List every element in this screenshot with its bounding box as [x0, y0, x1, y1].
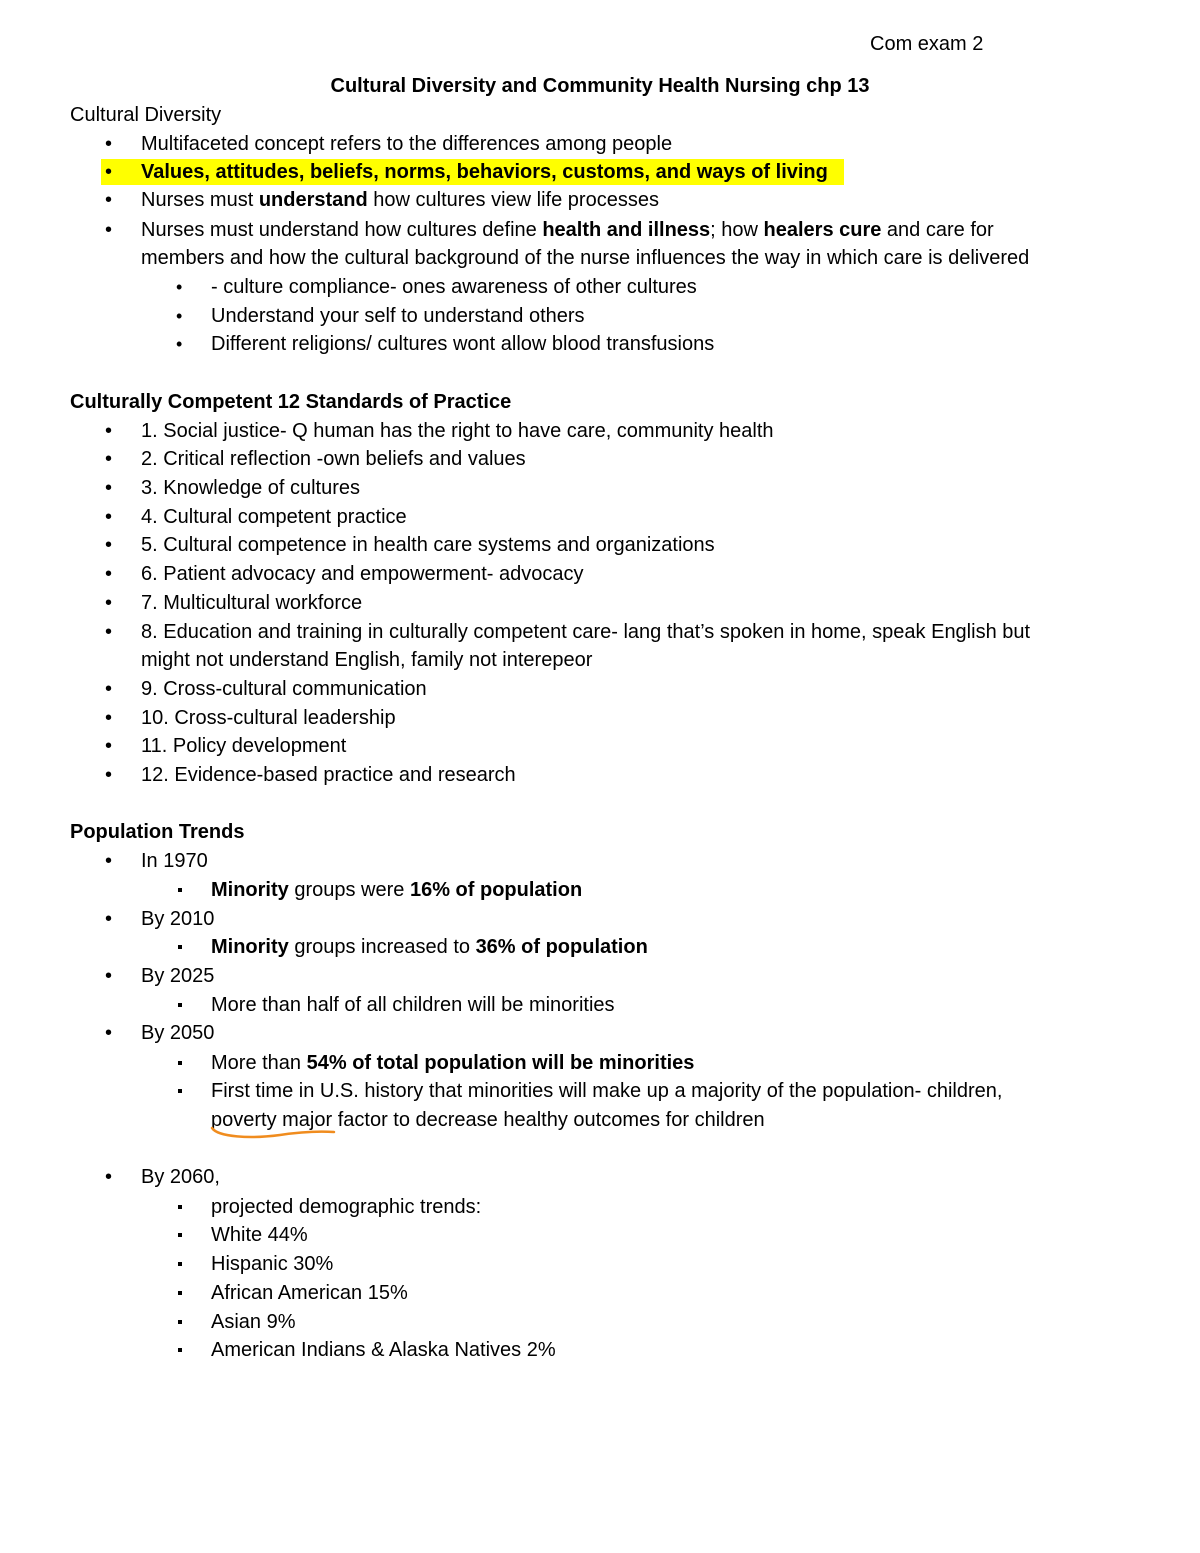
bullet: •	[105, 678, 113, 700]
section-heading-standards: Culturally Competent 12 Standards of Practice	[70, 391, 512, 413]
list-item: 2. Critical reflection -own beliefs and values	[141, 448, 526, 470]
square-bullet	[178, 1262, 182, 1266]
square-bullet	[178, 888, 182, 892]
bullet: •	[105, 448, 113, 470]
bullet: •	[105, 534, 113, 556]
bullet: •	[105, 161, 113, 183]
list-item: Nurses must understand how cultures view life processes	[141, 189, 659, 211]
list-item: 7. Multicultural workforce	[141, 592, 363, 614]
list-item: By 2010	[141, 908, 215, 930]
square-bullet	[178, 1348, 182, 1352]
sub-list-item: More than half of all children will be minorities	[211, 994, 615, 1016]
bullet: •	[105, 621, 113, 643]
sub-list-item-continuation: poverty major factor to decrease healthy outcomes for children	[211, 1109, 765, 1131]
list-item: Multifaceted concept refers to the differences among people	[141, 133, 673, 155]
sub-list-item: American Indians & Alaska Natives 2%	[211, 1339, 556, 1361]
square-bullet	[178, 1320, 182, 1324]
bullet: •	[105, 764, 113, 786]
sub-list-item: Minority groups were 16% of population	[211, 879, 583, 901]
list-item: 5. Cultural competence in health care systems and organizations	[141, 534, 715, 556]
sub-list-item: projected demographic trends:	[211, 1196, 482, 1218]
bullet: •	[105, 592, 113, 614]
bullet: •	[105, 420, 113, 442]
list-item: By 2025	[141, 965, 215, 987]
list-item: 9. Cross-cultural communication	[141, 678, 427, 700]
sub-list-item: African American 15%	[211, 1282, 408, 1304]
bullet: •	[105, 1022, 113, 1044]
square-bullet	[178, 945, 182, 949]
square-bullet	[178, 1061, 182, 1065]
section-heading-cultural-diversity: Cultural Diversity	[70, 104, 222, 126]
bullet: •	[105, 908, 113, 930]
list-item: 8. Education and training in culturally competent care- lang that’s spoken in home, speak English but	[141, 621, 1031, 643]
sub-list-item: Minority groups increased to 36% of population	[211, 936, 648, 958]
sub-list-item: Understand your self to understand others	[211, 305, 585, 327]
list-item: 4. Cultural competent practice	[141, 506, 407, 528]
list-item: 3. Knowledge of cultures	[141, 477, 361, 499]
bullet: •	[105, 477, 113, 499]
square-bullet	[178, 1233, 182, 1237]
sub-list-item: Different religions/ cultures wont allow blood transfusions	[211, 333, 715, 355]
bullet: •	[105, 965, 113, 987]
list-item-highlighted: Values, attitudes, beliefs, norms, behaviors, customs, and ways of living	[141, 161, 828, 183]
list-item: 12. Evidence-based practice and research	[141, 764, 516, 786]
sub-list-item: First time in U.S. history that minorities will make up a majority of the population- children,	[211, 1080, 1003, 1102]
list-item-continuation: members and how the cultural background of the nurse influences the way in which care is delivered	[141, 247, 1030, 269]
square-bullet	[178, 1291, 182, 1295]
square-bullet	[178, 1089, 182, 1093]
list-item: Nurses must understand how cultures define health and illness; how healers cure and care for	[141, 219, 994, 241]
bullet: •	[105, 735, 113, 757]
square-bullet	[178, 1003, 182, 1007]
square-bullet	[178, 1205, 182, 1209]
section-heading-population: Population Trends	[70, 821, 245, 843]
list-item: 10. Cross-cultural leadership	[141, 707, 396, 729]
sub-list-item: White 44%	[211, 1224, 308, 1246]
bullet: •	[105, 707, 113, 729]
sub-list-item: Hispanic 30%	[211, 1253, 334, 1275]
list-item: 11. Policy development	[141, 735, 347, 757]
bullet: •	[105, 850, 113, 872]
list-item: In 1970	[141, 850, 208, 872]
handwritten-underline-mark	[210, 1125, 340, 1141]
bullet: •	[105, 1166, 113, 1188]
page-title: Cultural Diversity and Community Health Nursing chp 13	[330, 75, 870, 97]
list-item: 1. Social justice- Q human has the right to have care, community health	[141, 420, 774, 442]
bullet: •	[105, 133, 113, 155]
list-item: By 2060,	[141, 1166, 220, 1188]
bullet: •	[176, 306, 183, 326]
bullet: •	[176, 277, 183, 297]
list-item: 6. Patient advocacy and empowerment- advocacy	[141, 563, 584, 585]
bullet: •	[176, 334, 183, 354]
course-label: Com exam 2	[870, 33, 984, 55]
bullet: •	[105, 219, 113, 241]
bullet: •	[105, 563, 113, 585]
bullet: •	[105, 506, 113, 528]
sub-list-item: - culture compliance- ones awareness of other cultures	[211, 276, 697, 298]
list-item: By 2050	[141, 1022, 215, 1044]
sub-list-item: More than 54% of total population will be minorities	[211, 1052, 695, 1074]
sub-list-item: Asian 9%	[211, 1311, 296, 1333]
bullet: •	[105, 189, 113, 211]
list-item-continuation: might not understand English, family not interepeor	[141, 649, 593, 671]
